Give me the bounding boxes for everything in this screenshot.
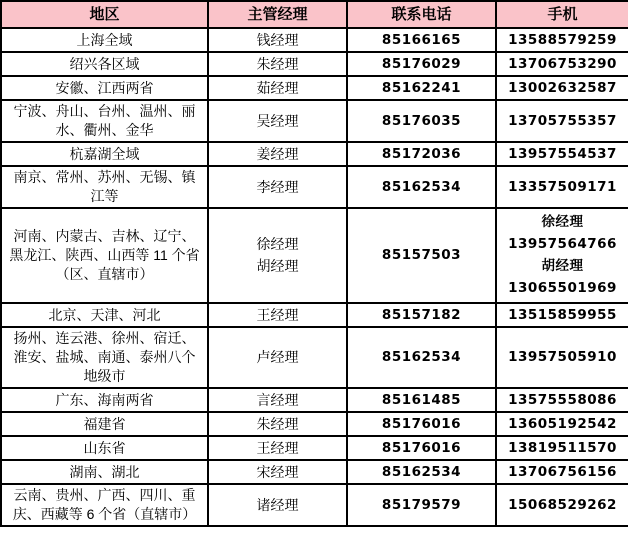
mobile-cell (496, 208, 628, 303)
mobile-cell: 13957505910 (496, 327, 628, 388)
region-cell: 南京、常州、苏州、无锡、镇江等 (1, 166, 208, 208)
region-cell: 河南、内蒙古、吉林、辽宁、黑龙江、陕西、山西等 11 个省（区、直辖市） (1, 208, 208, 303)
table-header-row (1, 1, 628, 28)
table-row (1, 52, 628, 76)
mobile-cell: 13605192542 (496, 412, 628, 436)
phone-cell: 85179579 (347, 484, 496, 526)
manager-cell-line: 徐经理 (256, 236, 299, 252)
region-cell: 安徽、江西两省 (1, 76, 208, 100)
mobile-cell: 15068529262 (496, 484, 628, 526)
table-row (1, 436, 628, 460)
mobile-cell: 13575558086 (496, 388, 628, 412)
column-header-manager: 主管经理 (208, 1, 347, 28)
phone-cell: 85166165 (347, 28, 496, 52)
mobile-cell-line: 胡经理 (541, 258, 584, 274)
table-row (1, 28, 628, 52)
mobile-cell: 13819511570 (496, 436, 628, 460)
region-cell: 扬州、连云港、徐州、宿迁、淮安、盐城、南通、泰州八个地级市 (1, 327, 208, 388)
table-row (1, 460, 628, 484)
column-header-mobile: 手机 (496, 1, 628, 28)
manager-cell-line: 胡经理 (256, 258, 299, 274)
region-cell: 杭嘉湖全域 (1, 142, 208, 166)
mobile-cell: 13706753290 (496, 52, 628, 76)
mobile-cell: 13706756156 (496, 460, 628, 484)
manager-cell (208, 208, 347, 303)
mobile-cell-line: 13957564766 (508, 236, 617, 252)
manager-cell: 吴经理 (208, 100, 347, 142)
manager-cell: 朱经理 (208, 52, 347, 76)
phone-cell: 85176016 (347, 436, 496, 460)
column-header-phone: 联系电话 (347, 1, 496, 28)
region-cell: 广东、海南两省 (1, 388, 208, 412)
region-cell: 北京、天津、河北 (1, 303, 208, 327)
phone-cell: 85157182 (347, 303, 496, 327)
phone-cell: 85161485 (347, 388, 496, 412)
region-cell: 绍兴各区域 (1, 52, 208, 76)
manager-cell: 诸经理 (208, 484, 347, 526)
manager-cell: 朱经理 (208, 412, 347, 436)
table-row (1, 208, 628, 303)
phone-cell: 85176035 (347, 100, 496, 142)
phone-cell: 85157503 (347, 208, 496, 303)
mobile-cell: 13515859955 (496, 303, 628, 327)
mobile-cell: 13705755357 (496, 100, 628, 142)
region-cell: 山东省 (1, 436, 208, 460)
mobile-cell: 13357509171 (496, 166, 628, 208)
manager-cell: 卢经理 (208, 327, 347, 388)
table-row (1, 412, 628, 436)
table-row (1, 388, 628, 412)
phone-cell: 85176029 (347, 52, 496, 76)
phone-cell: 85176016 (347, 412, 496, 436)
column-header-region: 地区 (1, 1, 208, 28)
phone-cell: 85162534 (347, 460, 496, 484)
region-cell: 云南、贵州、广西、四川、重庆、西藏等 6 个省（直辖市） (1, 484, 208, 526)
manager-cell: 姜经理 (208, 142, 347, 166)
table-row (1, 303, 628, 327)
manager-cell: 李经理 (208, 166, 347, 208)
phone-cell: 85162534 (347, 166, 496, 208)
manager-cell: 钱经理 (208, 28, 347, 52)
mobile-cell-line: 13065501969 (508, 280, 617, 296)
manager-cell: 茹经理 (208, 76, 347, 100)
manager-cell: 王经理 (208, 436, 347, 460)
region-cell: 福建省 (1, 412, 208, 436)
table-row (1, 484, 628, 526)
phone-cell: 85162241 (347, 76, 496, 100)
phone-cell: 85172036 (347, 142, 496, 166)
table-row (1, 166, 628, 208)
region-cell: 湖南、湖北 (1, 460, 208, 484)
mobile-cell: 13002632587 (496, 76, 628, 100)
table-row (1, 142, 628, 166)
table-row (1, 76, 628, 100)
phone-cell: 85162534 (347, 327, 496, 388)
manager-cell: 王经理 (208, 303, 347, 327)
region-cell: 上海全域 (1, 28, 208, 52)
region-cell: 宁波、舟山、台州、温州、丽水、衢州、金华 (1, 100, 208, 142)
table-row (1, 327, 628, 388)
mobile-cell: 13588579259 (496, 28, 628, 52)
manager-cell: 言经理 (208, 388, 347, 412)
manager-cell: 宋经理 (208, 460, 347, 484)
mobile-cell: 13957554537 (496, 142, 628, 166)
table-row (1, 100, 628, 142)
mobile-cell-line: 徐经理 (541, 214, 584, 230)
